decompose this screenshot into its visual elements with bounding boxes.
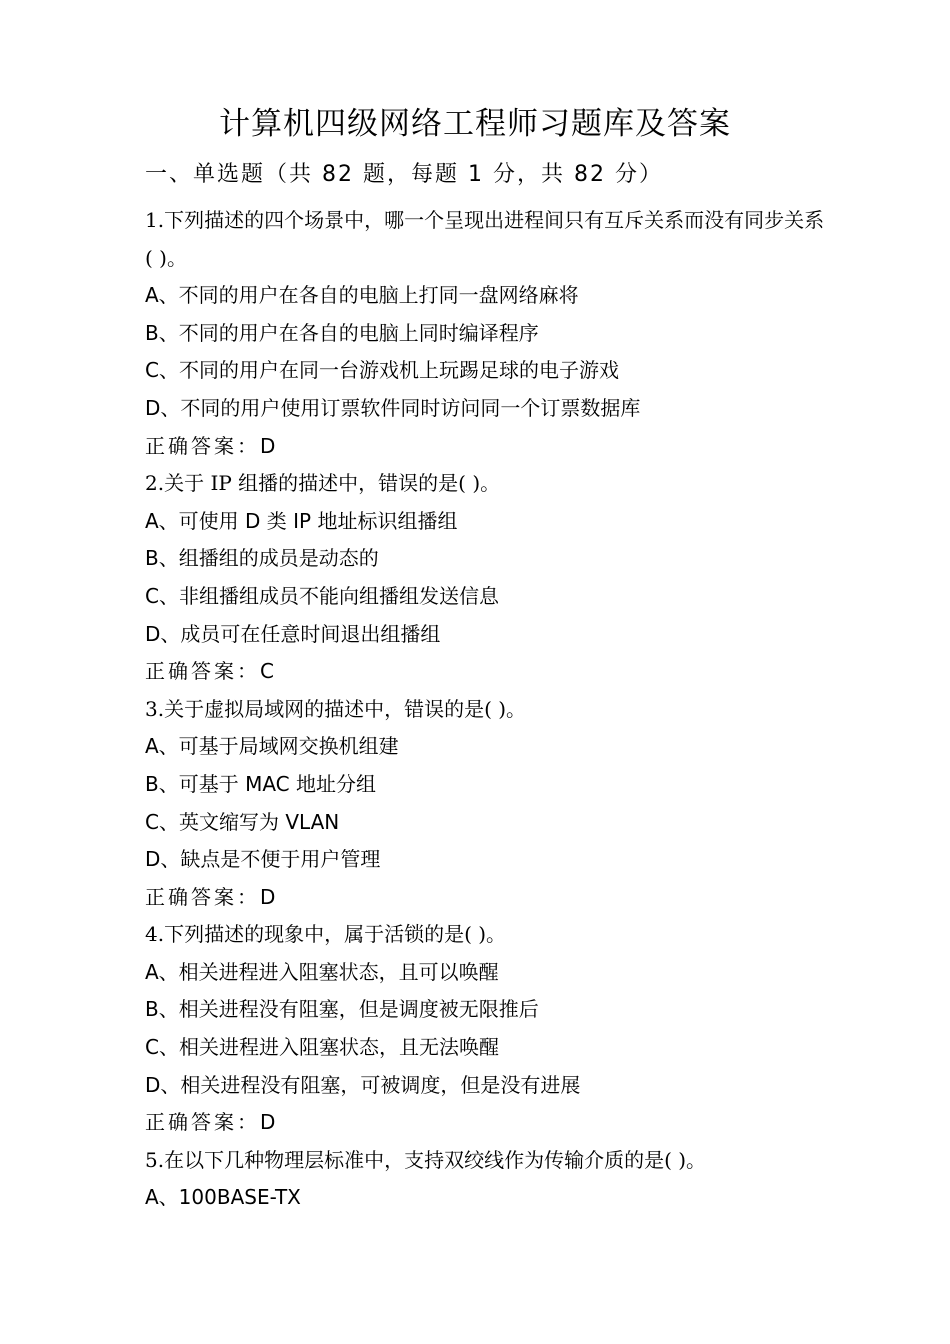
question-2-text: 2.关于 IP 组播的描述中，错误的是( )。 <box>145 471 501 496</box>
document-title: 计算机四级网络工程师习题库及答案 <box>219 106 731 142</box>
question-1-answer: 正确答案：D <box>145 433 279 458</box>
question-5-text: 5.在以下几种物理层标准中，支持双绞线作为传输介质的是( )。 <box>145 1147 707 1172</box>
question-3-option-c: C、英文缩写为 VLAN <box>145 809 340 834</box>
question-3-text: 3.关于虚拟局域网的描述中，错误的是( )。 <box>145 696 527 721</box>
question-4-option-b: B、相关进程没有阻塞，但是调度被无限推后 <box>145 997 539 1022</box>
question-list <box>145 202 825 1217</box>
question-3-option-a: A、可基于局域网交换机组建 <box>145 734 399 759</box>
question-3-option-b: B、可基于 MAC 地址分组 <box>145 771 376 796</box>
question-4-text: 4.下列描述的现象中，属于活锁的是( )。 <box>145 922 507 947</box>
question-5-option-a: A、100BASE-TX <box>145 1185 301 1210</box>
question-4-option-a: A、相关进程进入阻塞状态，且可以唤醒 <box>145 959 499 984</box>
question-1-text: 1.下列描述的四个场景中，哪一个呈现出进程间只有互斥关系而没有同步关系( )。 <box>145 208 825 270</box>
question-3-option-d: D、缺点是不便于用户管理 <box>145 847 381 872</box>
question-4-option-d: D、相关进程没有阻塞，可被调度，但是没有进展 <box>145 1072 581 1097</box>
question-2-answer: 正确答案：C <box>145 659 277 684</box>
section-heading: 一、单选题（共 82 题，每题 1 分，共 82 分） <box>145 162 663 187</box>
question-1-option-b: B、不同的用户在各自的电脑上同时编译程序 <box>145 320 539 345</box>
question-4-option-c: C、相关进程进入阻塞状态，且无法唤醒 <box>145 1035 499 1060</box>
question-4-answer: 正确答案：D <box>145 1110 279 1135</box>
question-1-option-a: A、不同的用户在各自的电脑上打同一盘网络麻将 <box>145 283 579 308</box>
question-2-option-d: D、成员可在任意时间退出组播组 <box>145 621 441 646</box>
question-3-answer: 正确答案：D <box>145 884 279 909</box>
question-2-option-c: C、非组播组成员不能向组播组发送信息 <box>145 583 499 608</box>
question-2-option-b: B、组播组的成员是动态的 <box>145 546 379 571</box>
question-2-option-a: A、可使用 D 类 IP 地址标识组播组 <box>145 508 458 533</box>
question-1-option-d: D、不同的用户使用订票软件同时访问同一个订票数据库 <box>145 395 641 420</box>
question-1-option-c: C、不同的用户在同一台游戏机上玩踢足球的电子游戏 <box>145 358 619 383</box>
